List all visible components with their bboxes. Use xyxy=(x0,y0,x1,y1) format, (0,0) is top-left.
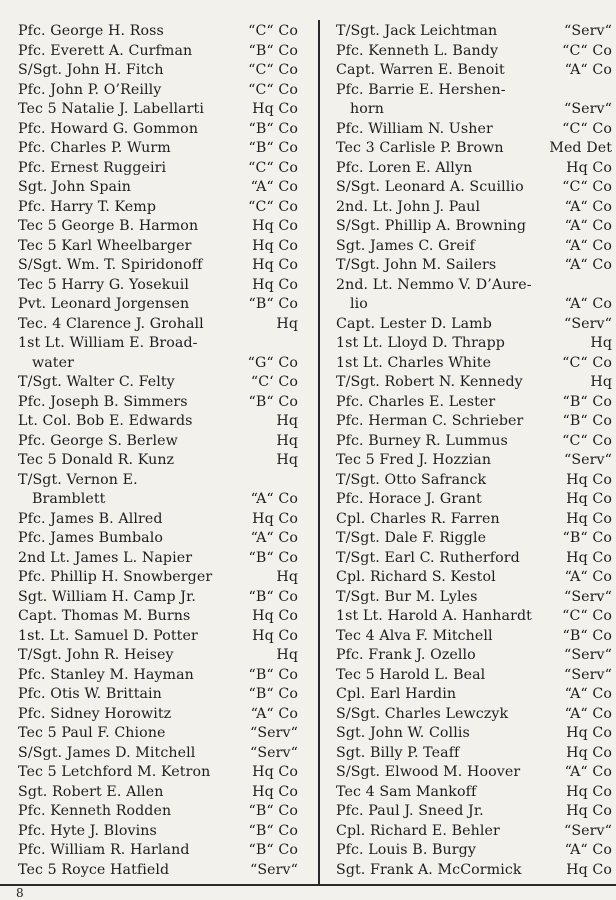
roster-entry-unit: “Serv“ xyxy=(249,861,298,878)
roster-entry xyxy=(336,22,612,42)
roster-entry xyxy=(18,607,298,627)
roster-entry-name: Cpl. Richard E. Behler xyxy=(336,822,500,839)
roster-entry-unit: “B“ Co xyxy=(248,588,298,605)
roster-entry xyxy=(336,373,612,393)
roster-entry xyxy=(336,627,612,647)
roster-entry xyxy=(18,217,298,237)
roster-entry-name: Tec 5 Royce Hatfield xyxy=(18,861,170,878)
roster-entry-unit: Hq Co xyxy=(252,510,298,527)
roster-entry xyxy=(336,432,612,452)
roster-entry-unit: Hq Co xyxy=(252,608,298,624)
roster-entry xyxy=(336,529,612,549)
roster-entry-unit: “A“ Co xyxy=(564,296,612,312)
roster-entry-name: T/Sgt. John M. Sailers xyxy=(336,257,497,273)
roster-entry-unit: “A“ Co xyxy=(250,705,298,722)
roster-entry xyxy=(18,178,298,198)
roster-entry-unit: “B“ Co xyxy=(248,842,298,858)
roster-entry xyxy=(336,139,612,159)
roster-entry-unit: Hq Co xyxy=(566,803,612,819)
roster-entry xyxy=(18,159,298,179)
roster-entry-name: T/Sgt. Dale F. Riggle xyxy=(336,530,487,546)
roster-entry-name: Sgt. John Spain xyxy=(18,179,131,195)
roster-entry xyxy=(336,451,612,471)
roster-entry-name: T/Sgt. Otto Safranck xyxy=(336,471,487,488)
roster-entry-name: Pfc. Howard G. Gommon xyxy=(18,120,199,137)
roster-entry xyxy=(336,841,612,861)
roster-entry-unit: “B“ Co xyxy=(248,296,298,312)
roster-entry-name: Tec 5 Donald R. Kunz xyxy=(18,452,175,468)
roster-entry-unit: Hq Co xyxy=(252,764,298,780)
roster-entry-name: Sgt. John W. Collis xyxy=(336,725,470,741)
roster-entry xyxy=(336,81,612,101)
roster-entry xyxy=(18,412,298,432)
roster-entry-unit: Hq xyxy=(276,413,298,429)
roster-entry-unit: Hq Co xyxy=(566,783,612,800)
roster-entry xyxy=(18,783,298,803)
roster-entry-name: lio xyxy=(350,296,368,312)
roster-entry xyxy=(18,763,298,783)
roster-entry-unit: “B“ Co xyxy=(248,686,298,702)
roster-entry xyxy=(18,354,298,374)
roster-entry-name: Pfc. James Bumbalo xyxy=(18,530,163,546)
roster-entry-name: Capt. Lester D. Lamb xyxy=(336,315,492,332)
roster-entry-name: S/Sgt. Elwood M. Hoover xyxy=(336,764,521,780)
roster-entry xyxy=(18,373,298,393)
roster-entry-name: Tec 5 Paul F. Chione xyxy=(18,725,166,741)
roster-entry-unit: “B“ Co xyxy=(562,413,612,429)
roster-entry-unit: Hq Co xyxy=(566,491,612,507)
roster-entry-unit: Hq Co xyxy=(252,101,298,117)
roster-entry-name: Pfc. Sidney Horowitz xyxy=(18,705,172,722)
roster-entry-unit: Hq Co xyxy=(252,627,298,644)
roster-entry xyxy=(18,295,298,315)
roster-entry-name: Pfc. Frank J. Ozello xyxy=(336,647,476,663)
roster-entry-name: 1st Lt. Harold A. Hanhardt xyxy=(336,608,532,624)
roster-entry-unit: “B“ Co xyxy=(562,530,612,546)
roster-entry xyxy=(18,100,298,120)
roster-entry xyxy=(336,412,612,432)
roster-entry-name: Tec 4 Alva F. Mitchell xyxy=(336,627,493,644)
roster-entry-name: Sgt. Billy P. Teaff xyxy=(336,744,460,761)
roster-entry-name: Pfc. Louis B. Burgy xyxy=(336,842,476,858)
roster-entry-unit: “A“ Co xyxy=(250,530,298,546)
roster-entry-unit: “Serv“ xyxy=(563,666,612,683)
roster-entry-name: 2nd. Lt. Nemmo V. D’Aure- xyxy=(336,276,532,293)
roster-entry-name: Pfc. Paul J. Sneed Jr. xyxy=(336,803,484,819)
roster-entry-name: T/Sgt. Jack Leichtman xyxy=(336,23,498,39)
roster-entry-name: Pfc. Otis W. Brittain xyxy=(18,686,162,702)
roster-entry-name: Sgt. James C. Greif xyxy=(336,237,475,254)
roster-entry xyxy=(18,529,298,549)
roster-entry-unit: Hq Co xyxy=(252,783,298,800)
roster-entry xyxy=(18,490,298,510)
roster-entry-unit: “Serv“ xyxy=(563,315,612,332)
roster-entry-name: Pfc. John P. O’Reilly xyxy=(18,81,162,98)
roster-entry-name: 2nd Lt. James L. Napier xyxy=(18,549,193,566)
roster-entry xyxy=(18,822,298,842)
roster-entry-unit: “C“ Co xyxy=(562,354,612,371)
roster-entry-name: S/Sgt. Wm. T. Spiridonoff xyxy=(18,257,203,273)
roster-entry-unit: Hq xyxy=(276,647,298,663)
roster-entry-name: 1st Lt. Charles White xyxy=(336,354,492,371)
roster-entry-name: 1st. Lt. Samuel D. Potter xyxy=(18,627,198,644)
roster-entry-name: water xyxy=(32,354,74,371)
roster-entry-name: S/Sgt. John H. Fitch xyxy=(18,62,164,78)
roster-entry-name: Pfc. Charles P. Wurm xyxy=(18,140,171,156)
roster-entry-name: Pfc. Charles E. Lester xyxy=(336,393,496,410)
roster-entry-name: Tec 4 Sam Mankoff xyxy=(336,783,477,800)
roster-entry-name: Pfc. Phillip H. Snowberger xyxy=(18,569,213,585)
roster-entry xyxy=(336,198,612,218)
roster-entry-unit: Hq xyxy=(590,335,612,351)
roster-entry-name: T/Sgt. Vernon E. xyxy=(18,471,138,488)
roster-entry-unit: “Serv“ xyxy=(563,822,612,839)
roster-entry xyxy=(336,783,612,803)
roster-entry xyxy=(336,178,612,198)
roster-entry xyxy=(18,841,298,861)
page-number: 8 xyxy=(16,886,24,900)
roster-entry-unit: “B“ Co xyxy=(248,549,298,566)
roster-entry-name: Cpl. Richard S. Kestol xyxy=(336,569,496,585)
roster-entry-name: T/Sgt. John R. Heisey xyxy=(18,647,174,663)
roster-entry-name: Sgt. Robert E. Allen xyxy=(18,783,164,800)
roster-entry-name: 1st Lt. Lloyd D. Thrapp xyxy=(336,335,505,351)
roster-entry-name: Pfc. George S. Berlew xyxy=(18,432,178,449)
roster-entry-name: T/Sgt. Bur M. Lyles xyxy=(336,588,478,605)
roster-entry-name: Pfc. William N. Usher xyxy=(336,120,493,137)
roster-entry-unit: Hq Co xyxy=(566,549,612,566)
roster-entry xyxy=(336,705,612,725)
roster-entry-unit: “A“ Co xyxy=(564,237,612,254)
roster-entry-unit: “C“ Co xyxy=(248,159,298,176)
roster-entry xyxy=(18,276,298,296)
roster-entry xyxy=(18,237,298,257)
roster-entry xyxy=(18,724,298,744)
roster-entry xyxy=(336,588,612,608)
roster-entry-name: Sgt. Frank A. McCormick xyxy=(336,861,522,878)
roster-entry xyxy=(336,510,612,530)
roster-entry-name: 1st Lt. William E. Broad- xyxy=(18,335,198,351)
roster-entry xyxy=(336,724,612,744)
roster-entry xyxy=(18,568,298,588)
roster-entry-unit: Hq Co xyxy=(566,159,612,176)
roster-entry-unit: “B“ Co xyxy=(248,822,298,839)
roster-entry xyxy=(18,744,298,764)
roster-entry xyxy=(336,42,612,62)
roster-entry-unit: “Serv“ xyxy=(563,452,612,468)
roster-entry-name: Pfc. Hyte J. Blovins xyxy=(18,822,157,839)
roster-entry-name: Tec 5 George B. Harmon xyxy=(18,218,199,234)
roster-entry-unit: “C“ Co xyxy=(562,608,612,624)
roster-entry-name: Lt. Col. Bob E. Edwards xyxy=(18,413,193,429)
roster-entry xyxy=(18,315,298,335)
roster-entry-unit: “C“ Co xyxy=(562,179,612,195)
roster-entry-unit: “Serv“ xyxy=(563,23,612,39)
roster-entry-unit: “B“ Co xyxy=(248,393,298,410)
roster-entry-name: Pfc. James B. Allred xyxy=(18,510,163,527)
roster-entry-name: Tec 5 Fred J. Hozzian xyxy=(336,452,492,468)
roster-entry xyxy=(336,354,612,374)
roster-entry-unit: “A“ Co xyxy=(564,764,612,780)
roster-entry-name: Pfc. Harry T. Kemp xyxy=(18,198,157,215)
roster-entry-name: Tec 5 Harold L. Beal xyxy=(336,666,486,683)
roster-entry-unit: “C“ Co xyxy=(248,23,298,39)
roster-entry-name: T/Sgt. Earl C. Rutherford xyxy=(336,549,520,566)
roster-entry-unit: Hq Co xyxy=(566,471,612,488)
roster-entry-unit: “B“ Co xyxy=(248,42,298,59)
roster-entry xyxy=(18,198,298,218)
roster-entry xyxy=(336,334,612,354)
roster-entry xyxy=(336,61,612,81)
roster-entry-unit: Hq xyxy=(276,432,298,449)
roster-entry-name: Tec. 4 Clarence J. Grohall xyxy=(18,315,204,332)
roster-entry-unit: Hq xyxy=(276,315,298,332)
roster-entry xyxy=(336,237,612,257)
roster-entry-unit: Hq xyxy=(276,452,298,468)
roster-entry-name: Pfc. Barrie E. Hershen- xyxy=(336,81,506,98)
roster-entry xyxy=(336,159,612,179)
roster-entry xyxy=(336,393,612,413)
roster-entry-unit: Hq Co xyxy=(252,237,298,254)
roster-entry xyxy=(18,471,298,491)
roster-entry-unit: “C‘ Co xyxy=(250,374,298,390)
roster-entry-unit: “A“ Co xyxy=(564,569,612,585)
roster-entry xyxy=(336,802,612,822)
roster-entry-name: Pfc. Ernest Ruggeiri xyxy=(18,159,167,176)
roster-entry-name: Pfc. Everett A. Curfman xyxy=(18,42,193,59)
roster-entry xyxy=(336,666,612,686)
roster-entry xyxy=(336,120,612,140)
roster-entry-unit: “A“ Co xyxy=(250,491,298,507)
roster-entry-unit: “Serv“ xyxy=(249,744,298,761)
roster-entry-name: Pvt. Leonard Jorgensen xyxy=(18,296,190,312)
roster-entry-unit: “C“ Co xyxy=(562,120,612,137)
roster-entry xyxy=(18,666,298,686)
roster-entry-unit: “B“ Co xyxy=(248,666,298,683)
roster-entry-unit: Hq Co xyxy=(566,725,612,741)
roster-entry-name: Tec 5 Letchford M. Ketron xyxy=(18,764,211,780)
roster-column-right xyxy=(336,22,612,880)
roster-column-left xyxy=(18,22,298,880)
roster-entry-name: Pfc. Burney R. Lummus xyxy=(336,432,508,449)
column-divider xyxy=(318,20,320,886)
roster-entry xyxy=(336,490,612,510)
roster-entry-unit: Hq xyxy=(590,374,612,390)
roster-entry xyxy=(336,217,612,237)
roster-entry xyxy=(18,42,298,62)
roster-entry-unit: Med Det xyxy=(549,140,612,156)
roster-entry xyxy=(18,22,298,42)
roster-entry-name: Pfc. William R. Harland xyxy=(18,842,190,858)
roster-entry xyxy=(336,568,612,588)
roster-entry-unit: Hq Co xyxy=(252,257,298,273)
roster-entry-unit: Hq Co xyxy=(566,861,612,878)
roster-entry xyxy=(18,432,298,452)
roster-entry-unit: “A“ Co xyxy=(564,842,612,858)
roster-entry-name: Bramblett xyxy=(32,491,106,507)
roster-entry xyxy=(18,549,298,569)
roster-entry xyxy=(18,861,298,881)
roster-entry xyxy=(18,646,298,666)
roster-entry xyxy=(18,685,298,705)
roster-entry xyxy=(336,646,612,666)
roster-entry xyxy=(18,139,298,159)
roster-entry-unit: “B“ Co xyxy=(248,803,298,819)
roster-entry xyxy=(336,763,612,783)
roster-entry-unit: “Serv“ xyxy=(249,725,298,741)
roster-entry-unit: “C“ Co xyxy=(248,198,298,215)
roster-entry-unit: “C“ Co xyxy=(562,42,612,59)
roster-entry-unit: Hq xyxy=(276,569,298,585)
roster-entry-unit: “A“ Co xyxy=(564,198,612,215)
bottom-rule xyxy=(0,884,616,886)
roster-entry-name: Capt. Thomas M. Burns xyxy=(18,608,191,624)
roster-entry xyxy=(18,705,298,725)
roster-entry-unit: Hq Co xyxy=(252,218,298,234)
roster-entry-name: Pfc. Loren E. Allyn xyxy=(336,159,473,176)
roster-entry-name: T/Sgt. Robert N. Kennedy xyxy=(336,374,523,390)
roster-entry xyxy=(18,61,298,81)
roster-entry xyxy=(336,276,612,296)
roster-entry-unit: “A“ Co xyxy=(564,705,612,722)
roster-entry-unit: Hq Co xyxy=(566,510,612,527)
roster-entry xyxy=(18,510,298,530)
roster-entry-name: Cpl. Charles R. Farren xyxy=(336,510,500,527)
roster-entry xyxy=(18,451,298,471)
roster-entry-name: Tec 5 Karl Wheelbarger xyxy=(18,237,192,254)
roster-entry-name: S/Sgt. Phillip A. Browning xyxy=(336,218,527,234)
roster-entry-name: Pfc. Herman C. Schrieber xyxy=(336,413,524,429)
roster-entry-unit: “A“ Co xyxy=(564,62,612,78)
roster-entry-name: Capt. Warren E. Benoit xyxy=(336,62,505,78)
roster-entry-name: 2nd. Lt. John J. Paul xyxy=(336,198,481,215)
roster-entry-unit: “B“ Co xyxy=(248,120,298,137)
roster-entry xyxy=(336,685,612,705)
roster-entry xyxy=(18,802,298,822)
roster-entry xyxy=(18,393,298,413)
roster-entry xyxy=(18,256,298,276)
roster-entry-unit: Hq Co xyxy=(566,744,612,761)
roster-entry-name: Pfc. Stanley M. Hayman xyxy=(18,666,194,683)
roster-entry xyxy=(18,120,298,140)
roster-entry-name: S/Sgt. Charles Lewczyk xyxy=(336,705,509,722)
roster-entry-name: Pfc. George H. Ross xyxy=(18,23,164,39)
roster-entry xyxy=(336,295,612,315)
roster-entry xyxy=(18,81,298,101)
roster-entry-unit: “C“ Co xyxy=(248,81,298,98)
roster-entry-unit: “B“ Co xyxy=(562,393,612,410)
roster-entry-name: S/Sgt. James D. Mitchell xyxy=(18,744,196,761)
roster-entry-name: Pfc. Kenneth L. Bandy xyxy=(336,42,499,59)
roster-entry-unit: “A“ Co xyxy=(564,686,612,702)
roster-entry xyxy=(18,334,298,354)
roster-entry-unit: “Serv“ xyxy=(563,588,612,605)
roster-entry-name: Tec 5 Natalie J. Labellarti xyxy=(18,101,204,117)
roster-entry xyxy=(18,588,298,608)
roster-entry-name: Cpl. Earl Hardin xyxy=(336,686,457,702)
roster-entry xyxy=(336,256,612,276)
roster-entry-name: Pfc. Joseph B. Simmers xyxy=(18,393,188,410)
roster-entry xyxy=(336,744,612,764)
roster-entry xyxy=(336,607,612,627)
roster-entry xyxy=(336,861,612,881)
roster-entry-name: Sgt. William H. Camp Jr. xyxy=(18,588,196,605)
roster-entry-unit: “B“ Co xyxy=(562,627,612,644)
roster-entry-unit: “B“ Co xyxy=(248,140,298,156)
roster-entry-unit: “G“ Co xyxy=(247,354,298,371)
roster-entry-unit: Hq Co xyxy=(252,276,298,293)
roster-entry xyxy=(18,627,298,647)
roster-entry-unit: “Serv“ xyxy=(563,647,612,663)
roster-entry-name: T/Sgt. Walter C. Felty xyxy=(18,374,175,390)
roster-entry xyxy=(336,549,612,569)
roster-entry-unit: “C“ Co xyxy=(562,432,612,449)
roster-entry xyxy=(336,822,612,842)
roster-entry xyxy=(336,315,612,335)
roster-entry-name: Tec 3 Carlisle P. Brown xyxy=(336,140,504,156)
roster-entry-unit: “A“ Co xyxy=(564,257,612,273)
roster-entry-name: Tec 5 Harry G. Yosekuil xyxy=(18,276,189,293)
roster-entry-name: horn xyxy=(350,101,384,117)
roster-entry xyxy=(336,100,612,120)
roster-entry-unit: “C“ Co xyxy=(248,62,298,78)
roster-entry-unit: “A“ Co xyxy=(564,218,612,234)
roster-entry-name: S/Sgt. Leonard A. Scuillio xyxy=(336,179,524,195)
roster-entry-name: Pfc. Horace J. Grant xyxy=(336,491,482,507)
roster-entry-unit: “A“ Co xyxy=(250,179,298,195)
roster-entry-unit: “Serv“ xyxy=(563,101,612,117)
roster-entry xyxy=(336,471,612,491)
roster-entry-name: Pfc. Kenneth Rodden xyxy=(18,803,172,819)
